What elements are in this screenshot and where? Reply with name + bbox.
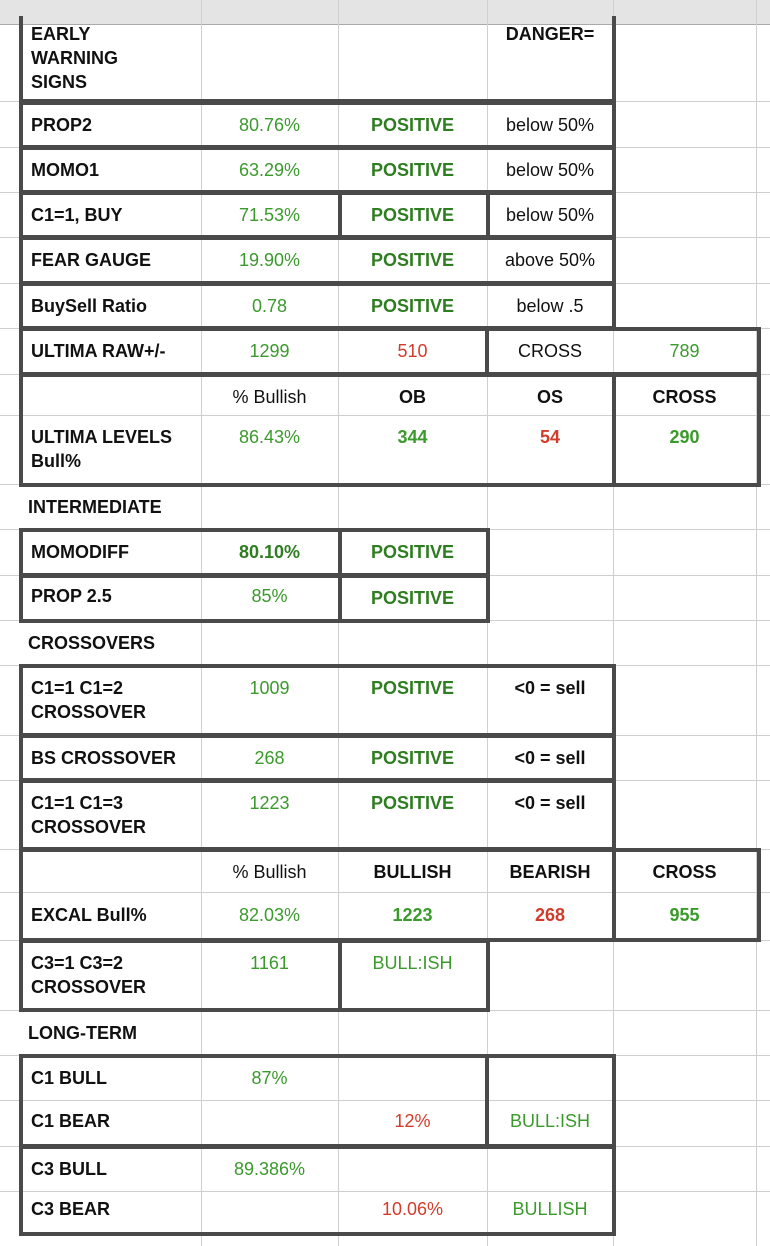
status-c1-c3-crossover: POSITIVE [370, 793, 455, 813]
value-ultima-cross: 290 [669, 427, 700, 447]
value-ultima-os: 54 [539, 427, 561, 447]
rule-bs-crossover: <0 = sell [514, 748, 586, 768]
cross-label-ultima-raw: CROSS [517, 341, 582, 361]
status-buysell-ratio: POSITIVE [370, 296, 455, 316]
cross-ultima-raw: 789 [669, 341, 700, 361]
section-title-early-warning: EARLY WARNING SIGNS [31, 24, 118, 92]
grid-line [756, 0, 757, 1246]
danger-momo1: below 50% [505, 160, 595, 180]
value-ultima-ob: 344 [397, 427, 428, 447]
row-label-c3-bull: C3 BULL [31, 1159, 107, 1179]
row-label-prop25: PROP 2.5 [31, 586, 112, 606]
header-excal-bullish: BULLISH [373, 862, 452, 882]
row-label-c3-crossover: C3=1 C3=2 CROSSOVER [31, 953, 147, 997]
status-c1-buy: POSITIVE [370, 205, 455, 225]
row-label-c1-bear: C1 BEAR [31, 1111, 111, 1131]
rule-c1-c3-crossover: <0 = sell [514, 793, 586, 813]
row-label-excal: EXCAL Bull% [31, 905, 147, 925]
value-excal-cross: 955 [669, 905, 700, 925]
value-ultima-bull: 86.43% [238, 427, 301, 447]
value-buysell-ratio: 0.78 [251, 296, 288, 316]
status-c3-crossover: BULL:ISH [372, 953, 453, 973]
row-label-ultima-levels: ULTIMA LEVELS Bull% [31, 427, 172, 471]
row-label-bs-crossover: BS CROSSOVER [31, 748, 177, 768]
danger-buysell-ratio: below .5 [516, 296, 584, 316]
value-momodiff: 80.10% [238, 542, 301, 562]
value-c3-bear: 10.06% [381, 1199, 444, 1219]
status-c1-c2-crossover: POSITIVE [370, 678, 455, 698]
status-momodiff: POSITIVE [370, 542, 455, 562]
value-c1-c3-crossover: 1223 [249, 793, 290, 813]
value-fear-gauge: 19.90% [238, 250, 301, 270]
value-prop2: 80.76% [238, 115, 301, 135]
row-label-momodiff: MOMODIFF [31, 542, 129, 562]
rule-c1-c2-crossover: <0 = sell [514, 678, 586, 698]
header-ob: OB [399, 387, 426, 407]
header-os: OS [536, 387, 563, 407]
status-prop25: POSITIVE [370, 588, 455, 608]
danger-prop2: below 50% [505, 115, 595, 135]
danger-c1-buy: below 50% [505, 205, 595, 225]
danger-fear-gauge: above 50% [504, 250, 596, 270]
row-label-momo1: MOMO1 [31, 160, 100, 180]
value-excal-bull: 82.03% [238, 905, 301, 925]
status-momo1: POSITIVE [370, 160, 455, 180]
row-label-c1-c2-crossover: C1=1 C1=2 CROSSOVER [31, 678, 147, 722]
value-bs-crossover: 268 [254, 748, 285, 768]
neg-ultima-raw: 510 [397, 341, 428, 361]
row-label-ultima-raw: ULTIMA RAW+/- [31, 341, 166, 361]
value-excal-bullish: 1223 [392, 905, 433, 925]
danger-header: DANGER= [505, 24, 595, 44]
row-label-c3-bear: C3 BEAR [31, 1199, 111, 1219]
header-excal-cross: CROSS [652, 862, 717, 882]
value-c3-crossover: 1161 [250, 953, 289, 973]
value-c1-bear: 12% [394, 1111, 431, 1131]
header-excal-bearish: BEARISH [509, 862, 591, 882]
value-ultima-raw: 1299 [249, 341, 290, 361]
section-title-intermediate: INTERMEDIATE [28, 497, 162, 517]
status-fear-gauge: POSITIVE [370, 250, 455, 270]
status-c3: BULLISH [512, 1199, 588, 1219]
row-label-prop2: PROP2 [31, 115, 93, 135]
row-label-fear-gauge: FEAR GAUGE [31, 250, 152, 270]
value-c1-bull: 87% [251, 1068, 288, 1088]
status-prop2: POSITIVE [370, 115, 455, 135]
row-label-buysell-ratio: BuySell Ratio [31, 296, 148, 316]
value-c1-c2-crossover: 1009 [249, 678, 290, 698]
value-c3-bull: 89.386% [233, 1159, 306, 1179]
row-label-c1-bull: C1 BULL [31, 1068, 107, 1088]
value-momo1: 63.29% [238, 160, 301, 180]
header-excal-bullish-pct: % Bullish [232, 862, 307, 882]
row-label-c1-c3-crossover: C1=1 C1=3 CROSSOVER [31, 793, 147, 837]
status-bs-crossover: POSITIVE [370, 748, 455, 768]
section-title-long-term: LONG-TERM [28, 1023, 137, 1043]
value-c1-buy: 71.53% [238, 205, 301, 225]
section-title-crossovers: CROSSOVERS [28, 633, 156, 653]
value-excal-bearish: 268 [534, 905, 566, 925]
header-cross: CROSS [652, 387, 717, 407]
row-label-c1-buy: C1=1, BUY [31, 205, 123, 225]
value-prop25: 85% [251, 586, 288, 606]
header-bullish: % Bullish [232, 387, 307, 407]
status-c1: BULL:ISH [509, 1111, 591, 1131]
